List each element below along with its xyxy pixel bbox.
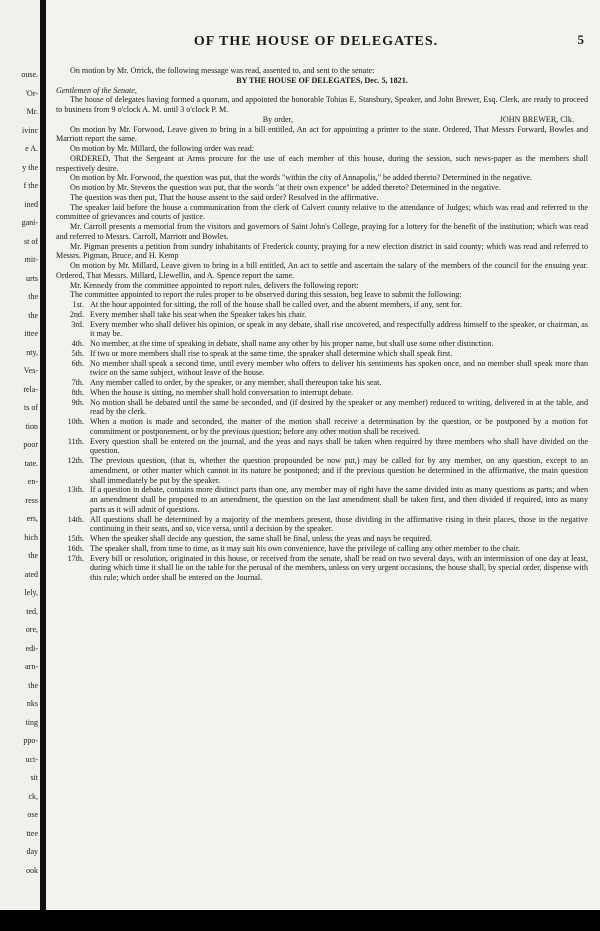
fragment-word: urts bbox=[26, 273, 38, 283]
rule-text: Every question shall be entered on the journal, and the yeas and nays shall be taken when required by three members who shall have divided on the question. bbox=[90, 436, 588, 456]
fragment-word: ose bbox=[27, 810, 38, 819]
fragment-word: sit bbox=[30, 773, 38, 782]
fragment-word: mit- bbox=[24, 255, 38, 264]
fragment-word: lely, bbox=[24, 588, 38, 597]
fragment-word: f the bbox=[23, 181, 38, 190]
rules-list bbox=[56, 300, 588, 583]
fragment-word: the bbox=[28, 680, 38, 690]
fragment-word: nks bbox=[26, 699, 38, 708]
fragment-word: ress bbox=[25, 495, 38, 505]
fragment-word: the bbox=[28, 551, 38, 560]
signer: JOHN BREWER, Clk. bbox=[499, 114, 574, 124]
fragment-word: the bbox=[28, 292, 38, 301]
paragraph: The house of delegates having formed a quorum, and appointed the honorable Tobias E. Stansbury, Speaker, and John Brewer, Esq. Clerk, are ready to proceed to business from 9 o'clock A. M. until 3 o'clock P. M. bbox=[56, 95, 588, 114]
fragment-word: day bbox=[26, 847, 38, 856]
rule-item bbox=[56, 378, 588, 388]
rule-item bbox=[56, 398, 588, 418]
fragment-word: ppo- bbox=[23, 736, 38, 745]
rule-text: When the house is sitting, no member shall hold conversation to interrupt debate. bbox=[90, 387, 353, 397]
rule-number: 17th. bbox=[67, 553, 84, 563]
fragment-word: st of bbox=[24, 236, 38, 246]
paragraph: On motion by Mr. Forwood, Leave given to bring in a bill entitled, An act for appointing a printer to the state. Ordered, That Messrs Forward, Bowles and Marriott report the same. bbox=[56, 124, 588, 144]
fragment-word: arn- bbox=[25, 662, 38, 671]
fragment-word: ers, bbox=[26, 514, 38, 523]
rule-number: 4th. bbox=[71, 339, 84, 348]
rule-text: All questions shall be determined by a majority of the members present, those dividing in the affirmative rising in their places, those in the negative continuing in their seats, and so, vice versa, until a decision by the speaker. bbox=[90, 514, 588, 534]
rule-item bbox=[56, 485, 588, 514]
paragraph: On motion by Mr. Stevens the question was put, that the words "at their own expence" be added thereto? Determined in the negative. bbox=[70, 183, 501, 192]
rule-item bbox=[56, 320, 588, 340]
by-order: By order, bbox=[262, 114, 294, 124]
fragment-word: ck, bbox=[28, 791, 38, 801]
rule-text: When a motion is made and seconded, the matter of the motion shall receive a determination by the question, or be postponed by a motion for commitment or postponement, or by the previous question; before any other motion shall be received. bbox=[90, 417, 588, 436]
fragment-word: ouse. bbox=[21, 70, 38, 79]
paragraph: On motion by Mr. Millard, the following order was read: bbox=[70, 144, 255, 153]
rule-number: 14th. bbox=[67, 514, 84, 524]
rule-number: 11th. bbox=[67, 436, 84, 446]
rule-text: Every member shall take his seat when the Speaker takes his chair. bbox=[90, 309, 307, 319]
salutation: Gentlemen of the Senate, bbox=[56, 85, 137, 95]
fragment-word: the bbox=[28, 310, 38, 320]
rule-item bbox=[56, 544, 588, 554]
fragment-word: ting bbox=[25, 717, 38, 727]
paragraph: On motion by Mr. Forwood, the question was put, that the words "within the city of Annapolis," be added thereto? Determined in the negative. bbox=[70, 173, 533, 183]
rule-number: 3rd. bbox=[71, 319, 84, 329]
fragment-word: Mr. bbox=[26, 107, 38, 116]
document-page bbox=[46, 0, 600, 910]
rule-item bbox=[56, 437, 588, 457]
fragment-word: e A. bbox=[25, 144, 38, 153]
rule-number: 8th. bbox=[71, 387, 84, 397]
paragraph: ORDERED, That the Sergeant at Arms procure for the use of each member of this house, during the session, such news-paper as the members shall respectively desire. bbox=[56, 153, 588, 173]
fragment-word: tion bbox=[25, 421, 38, 431]
rule-text: The speaker shall, from time to time, as it may suit his own convenience, have the privilege of calling any other member to the chair. bbox=[90, 543, 521, 553]
rule-number: 7th. bbox=[71, 378, 84, 387]
paragraph: On motion by Mr. Orrick, the following message was read, assented to, and sent to the senate: bbox=[70, 66, 375, 75]
rule-number: 12th. bbox=[67, 456, 84, 465]
paragraph: The speaker laid before the house a communication from the clerk of Calvert county relative to the attendance of Judges; which was read and referred to the committee of grievances and courts of justice. bbox=[56, 202, 588, 222]
paragraph: Mr. Carroll presents a memorial from the visitors and governors of Saint John's College, praying for a lottery for the benefit of the institution; which was read and referred to Messrs. Carroll, Marriott and Bowles. bbox=[56, 222, 588, 241]
rule-number: 6th. bbox=[71, 358, 84, 368]
page-body bbox=[56, 66, 588, 583]
rule-text: Every member who shall deliver his opinion, or speak in any debate, shall rise uncovered, and respectfully address himself to the speaker, or chairman, as it may be. bbox=[90, 319, 588, 339]
fragment-word: rela- bbox=[23, 384, 38, 394]
fragment-word: Ves- bbox=[23, 366, 38, 375]
rule-item bbox=[56, 534, 588, 544]
signature-line bbox=[56, 115, 588, 125]
rule-item bbox=[56, 359, 588, 379]
rule-number: 16th. bbox=[67, 543, 84, 553]
fragment-word: ittee bbox=[24, 329, 38, 338]
rule-item bbox=[56, 554, 588, 583]
rule-text: Any member called to order, by the speaker, or any member, shall thereupon take his seat. bbox=[90, 378, 382, 387]
rule-item bbox=[56, 339, 588, 349]
fragment-word: uct- bbox=[25, 754, 38, 764]
fragment-word: 'Or- bbox=[25, 88, 38, 98]
rule-text: The previous question, (that is, whether the question propounded be now put,) may be called for by any member, on any question, except to an amendment, or other matter which cannot in its nature be postponed; and if the previous question be determined in the affirmative, the main question shall immediately be put by the speaker. bbox=[90, 456, 588, 485]
fragment-word: ts of bbox=[24, 403, 38, 412]
rule-number: 2nd. bbox=[69, 309, 84, 319]
rule-text: No member, at the time of speaking in debate, shall name any other by his proper name, but shall use some other distinction. bbox=[90, 339, 494, 348]
paragraph: Mr. Pigman presents a petition from sundry inhabitants of Frederick county, praying for a new election district in said county; which was read and referred to Messrs. Pigman, Bruce, and H. Kemp bbox=[56, 241, 588, 261]
rule-item bbox=[56, 515, 588, 535]
previous-page-fragment bbox=[0, 0, 40, 931]
rule-text: When the speaker shall decide any question, the same shall be final, unless the yeas and nays be required. bbox=[90, 534, 432, 543]
fragment-word: ook bbox=[26, 865, 38, 875]
rule-text: If two or more members shall rise to speak at the same time, the speaker shall determine which shall speak first. bbox=[90, 348, 453, 358]
fragment-word: ined bbox=[24, 199, 38, 209]
rule-item bbox=[56, 417, 588, 437]
fragment-word: hich bbox=[24, 532, 38, 542]
fragment-word: ore, bbox=[25, 625, 38, 634]
rule-number: 1st. bbox=[72, 300, 84, 309]
fragment-word: ivinc bbox=[22, 125, 38, 135]
rule-text: No motion shall be debated until the same be seconded, and (if desired by the speaker or any member) reduced to writing, delivered in at the table, and read by the clerk. bbox=[90, 397, 588, 417]
rule-text: If a question in debate, contains more distinct parts than one, any member may of right have the same divided into as many questions as parts; and when an amendment shall be proposed to an amendment, the question on the last amendment shall be taken first, and then divided if required, into as many parts as it will admit of questions. bbox=[90, 485, 588, 514]
paragraph: The committee appointed to report the rules proper to be observed during this session, beg leave to submit the following: bbox=[70, 290, 462, 300]
rule-number: 15th. bbox=[67, 534, 84, 543]
rule-item bbox=[56, 349, 588, 359]
fragment-word: ated bbox=[24, 569, 38, 579]
fragment-word: edi- bbox=[25, 643, 38, 653]
fragment-word: poor bbox=[23, 440, 38, 449]
fragment-word: tate. bbox=[24, 458, 38, 468]
rule-text: Every bill or resolution, originated in this house, or received from the senate, shall be read on two several days, with an intermission of one day at least, during which time it shall lie on the table for the perusal of the members, unless on very urgent occasions, the house shall, by special order, dispense with this rule; which order shall be entered on the Journal. bbox=[90, 553, 588, 582]
page-number: 5 bbox=[577, 32, 584, 47]
rule-item bbox=[56, 310, 588, 320]
rule-item bbox=[56, 456, 588, 485]
fragment-word: ttee bbox=[26, 828, 38, 838]
paragraph: Mr. Kennedy from the committee appointed to report rules, delivers the following report: bbox=[70, 280, 359, 290]
rule-number: 13th. bbox=[67, 485, 84, 495]
fragment-word: ted, bbox=[26, 606, 38, 616]
rule-text: At the hour appointed for sitting, the roll of the house shall be called over, and the absent members, if any, sent for. bbox=[90, 300, 463, 309]
fragment-word: en- bbox=[27, 477, 38, 486]
message-heading: BY THE HOUSE OF DELEGATES, Dec. 5, 1821. bbox=[236, 75, 408, 85]
rule-item bbox=[56, 300, 588, 310]
fragment-word: gani- bbox=[21, 218, 38, 227]
page-title: OF THE HOUSE OF DELEGATES. bbox=[193, 34, 439, 49]
rule-number: 5th. bbox=[71, 348, 84, 358]
rule-number: 10th. bbox=[67, 417, 84, 426]
scan-border bbox=[0, 910, 600, 931]
fragment-word: y the bbox=[22, 162, 38, 172]
paragraph: The question was then put, That the house assent to the said order? Resolved in the affirmative. bbox=[70, 192, 379, 202]
rule-item bbox=[56, 388, 588, 398]
paragraph: On motion by Mr. Millard, Leave given to bring in a bill entitled, An act to settle and ascertain the salary of the members of the council for the ensuing year. Ordered, That Messrs. Millard, Llewellin, and A. Spence report the same. bbox=[56, 261, 588, 280]
rule-text: No member shall speak a second time, until every member who offers to deliver his sentiments has spoken once, and no member shall speak more than twice on the same subject, without leave of the house. bbox=[90, 358, 588, 378]
rule-number: 9th. bbox=[71, 397, 84, 407]
fragment-word: nty, bbox=[26, 347, 38, 357]
